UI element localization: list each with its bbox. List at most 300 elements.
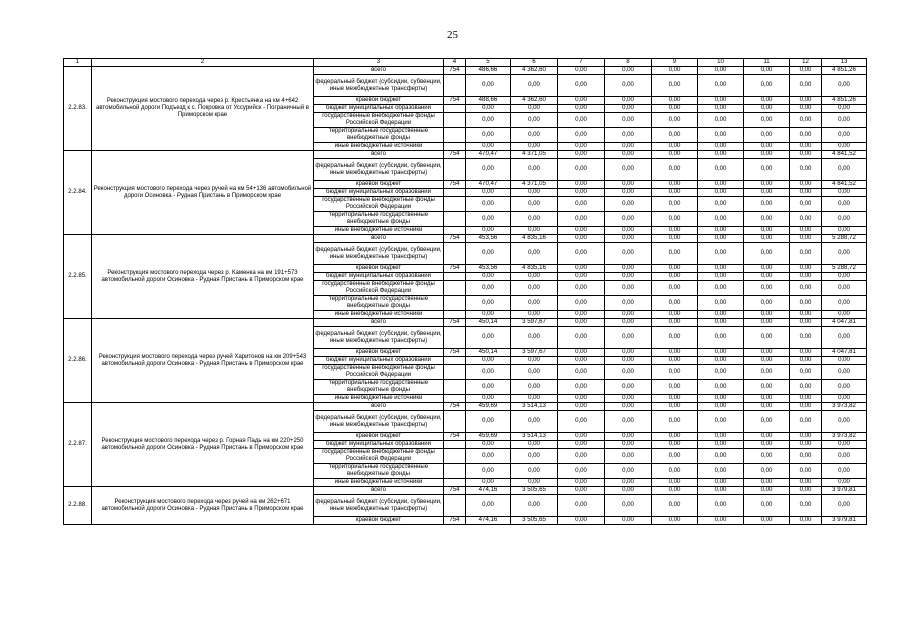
amount-cell: 0,00	[698, 212, 744, 227]
amount-cell: 0,00	[652, 296, 698, 311]
amount-cell: 0,00	[511, 159, 558, 181]
amount-cell: 459,69	[466, 403, 511, 411]
amount-cell: 0,00	[790, 281, 822, 296]
amount-cell: 3 505,65	[511, 517, 558, 525]
amount-cell: 0,00	[822, 243, 867, 265]
column-header-10: 10	[698, 59, 744, 67]
amount-cell: 0,00	[511, 311, 558, 319]
amount-cell: 0,00	[558, 433, 605, 441]
amount-cell: 0,00	[698, 143, 744, 151]
amount-cell: 3 979,81	[822, 487, 867, 495]
grbs-code	[444, 411, 466, 433]
amount-cell: 0,00	[605, 143, 652, 151]
amount-cell: 0,00	[652, 487, 698, 495]
amount-cell: 0,00	[558, 265, 605, 273]
amount-cell: 0,00	[744, 449, 790, 464]
amount-cell: 0,00	[822, 113, 867, 128]
amount-cell: 0,00	[605, 212, 652, 227]
amount-cell: 0,00	[511, 281, 558, 296]
amount-cell: 0,00	[466, 189, 511, 197]
funding-source: федеральный бюджет (субсидии, субвенции, иные межбюджетные трансферты)	[314, 159, 444, 181]
amount-cell: 0,00	[605, 67, 652, 75]
amount-cell: 3 514,13	[511, 433, 558, 441]
grbs-code	[444, 441, 466, 449]
amount-cell: 0,00	[558, 273, 605, 281]
amount-cell: 0,00	[652, 357, 698, 365]
amount-cell: 0,00	[744, 105, 790, 113]
grbs-code: 754	[444, 235, 466, 243]
amount-cell: 0,00	[558, 197, 605, 212]
amount-cell: 0,00	[744, 212, 790, 227]
grbs-code	[444, 212, 466, 227]
amount-cell: 0,00	[744, 495, 790, 517]
amount-cell: 0,00	[652, 517, 698, 525]
grbs-code	[444, 395, 466, 403]
amount-cell: 0,00	[558, 517, 605, 525]
amount-cell: 0,00	[652, 113, 698, 128]
amount-cell: 0,00	[744, 487, 790, 495]
funding-source: краевой бюджет	[314, 181, 444, 189]
amount-cell: 0,00	[466, 105, 511, 113]
amount-cell: 0,00	[511, 479, 558, 487]
amount-cell: 0,00	[466, 197, 511, 212]
amount-cell: 0,00	[790, 441, 822, 449]
table-row	[64, 319, 867, 327]
funding-source: краевой бюджет	[314, 517, 444, 525]
column-header-3: 3	[314, 59, 444, 67]
amount-cell: 470,47	[466, 181, 511, 189]
amount-cell: 0,00	[698, 380, 744, 395]
amount-cell: 0,00	[652, 273, 698, 281]
amount-cell: 0,00	[744, 349, 790, 357]
amount-cell: 0,00	[744, 67, 790, 75]
amount-cell: 0,00	[698, 105, 744, 113]
amount-cell: 0,00	[558, 105, 605, 113]
amount-cell: 0,00	[744, 403, 790, 411]
amount-cell: 0,00	[605, 411, 652, 433]
grbs-code: 754	[444, 403, 466, 411]
amount-cell: 0,00	[652, 105, 698, 113]
amount-cell: 0,00	[744, 97, 790, 105]
item-title: Реконструкция мостового перехода через р. Каменка на км 191+573 автомобильной дороги Осиновка - Рудная Пристань в Приморском крае	[92, 235, 314, 319]
funding-source: бюджет муниципальных образований	[314, 441, 444, 449]
amount-cell: 0,00	[605, 517, 652, 525]
grbs-code	[444, 113, 466, 128]
funding-source: краевой бюджет	[314, 265, 444, 273]
amount-cell: 0,00	[605, 97, 652, 105]
amount-cell: 0,00	[511, 113, 558, 128]
amount-cell: 0,00	[605, 296, 652, 311]
amount-cell: 0,00	[744, 235, 790, 243]
amount-cell: 0,00	[652, 441, 698, 449]
amount-cell: 0,00	[558, 487, 605, 495]
funding-source: иные внебюджетные источники	[314, 227, 444, 235]
amount-cell: 0,00	[466, 441, 511, 449]
amount-cell: 0,00	[698, 189, 744, 197]
amount-cell: 0,00	[744, 296, 790, 311]
amount-cell: 0,00	[822, 75, 867, 97]
amount-cell: 0,00	[466, 357, 511, 365]
amount-cell: 0,00	[511, 365, 558, 380]
amount-cell: 0,00	[698, 517, 744, 525]
amount-cell: 0,00	[511, 395, 558, 403]
amount-cell: 0,00	[558, 143, 605, 151]
amount-cell: 0,00	[744, 128, 790, 143]
funding-source: федеральный бюджет (субсидии, субвенции, иные межбюджетные трансферты)	[314, 495, 444, 517]
amount-cell: 0,00	[466, 395, 511, 403]
amount-cell: 4 362,60	[511, 97, 558, 105]
funding-source: краевой бюджет	[314, 97, 444, 105]
amount-cell: 4 371,05	[511, 181, 558, 189]
amount-cell: 0,00	[744, 159, 790, 181]
amount-cell: 0,00	[466, 143, 511, 151]
amount-cell: 0,00	[790, 319, 822, 327]
amount-cell: 0,00	[558, 281, 605, 296]
amount-cell: 0,00	[822, 365, 867, 380]
amount-cell: 0,00	[558, 227, 605, 235]
amount-cell: 0,00	[822, 281, 867, 296]
amount-cell: 488,66	[466, 97, 511, 105]
amount-cell: 0,00	[790, 495, 822, 517]
amount-cell: 0,00	[698, 365, 744, 380]
amount-cell: 0,00	[698, 411, 744, 433]
amount-cell: 0,00	[466, 411, 511, 433]
amount-cell: 3 514,13	[511, 403, 558, 411]
amount-cell: 0,00	[652, 464, 698, 479]
amount-cell: 0,00	[698, 349, 744, 357]
amount-cell: 0,00	[698, 433, 744, 441]
amount-cell: 0,00	[605, 265, 652, 273]
amount-cell: 0,00	[605, 495, 652, 517]
funding-source: федеральный бюджет (субсидии, субвенции, иные межбюджетные трансферты)	[314, 327, 444, 349]
funding-source: иные внебюджетные источники	[314, 143, 444, 151]
amount-cell: 0,00	[511, 243, 558, 265]
amount-cell: 0,00	[744, 151, 790, 159]
grbs-code: 754	[444, 319, 466, 327]
amount-cell: 0,00	[558, 380, 605, 395]
funding-source: государственные внебюджетные фонды Российской Федерации	[314, 449, 444, 464]
amount-cell: 0,00	[605, 357, 652, 365]
amount-cell: 0,00	[790, 189, 822, 197]
amount-cell: 0,00	[652, 433, 698, 441]
grbs-code: 754	[444, 97, 466, 105]
amount-cell: 4 835,16	[511, 235, 558, 243]
funding-source: территориальные государственные внебюджетные фонды	[314, 212, 444, 227]
amount-cell: 0,00	[790, 143, 822, 151]
amount-cell: 0,00	[744, 441, 790, 449]
amount-cell: 0,00	[790, 449, 822, 464]
amount-cell: 0,00	[652, 265, 698, 273]
amount-cell: 0,00	[605, 464, 652, 479]
amount-cell: 4 362,60	[511, 67, 558, 75]
amount-cell: 0,00	[652, 243, 698, 265]
amount-cell: 0,00	[558, 311, 605, 319]
amount-cell: 0,00	[558, 67, 605, 75]
amount-cell: 4 047,81	[822, 349, 867, 357]
item-title: Реконструкция мостового перехода через ручей Харитонов на км 209+543 автомобильной дороги Осиновка - Рудная Пристань в Приморском крае	[92, 319, 314, 403]
grbs-code: 754	[444, 349, 466, 357]
amount-cell: 474,16	[466, 517, 511, 525]
amount-cell: 0,00	[790, 243, 822, 265]
amount-cell: 0,00	[605, 189, 652, 197]
amount-cell: 0,00	[652, 197, 698, 212]
amount-cell: 0,00	[744, 395, 790, 403]
amount-cell: 0,00	[822, 105, 867, 113]
amount-cell: 0,00	[558, 181, 605, 189]
amount-cell: 4 835,16	[511, 265, 558, 273]
grbs-code	[444, 281, 466, 296]
amount-cell: 4 841,52	[822, 181, 867, 189]
funding-source: государственные внебюджетные фонды Российской Федерации	[314, 197, 444, 212]
amount-cell: 0,00	[698, 235, 744, 243]
grbs-code	[444, 143, 466, 151]
amount-cell: 0,00	[558, 411, 605, 433]
amount-cell: 0,00	[790, 464, 822, 479]
amount-cell: 0,00	[698, 479, 744, 487]
amount-cell: 0,00	[790, 403, 822, 411]
amount-cell: 450,14	[466, 349, 511, 357]
amount-cell: 0,00	[558, 395, 605, 403]
amount-cell: 0,00	[744, 380, 790, 395]
amount-cell: 0,00	[652, 319, 698, 327]
amount-cell: 0,00	[466, 327, 511, 349]
amount-cell: 0,00	[822, 380, 867, 395]
amount-cell: 0,00	[822, 189, 867, 197]
amount-cell: 0,00	[466, 113, 511, 128]
funding-source: краевой бюджет	[314, 433, 444, 441]
amount-cell: 0,00	[605, 227, 652, 235]
amount-cell: 0,00	[744, 265, 790, 273]
amount-cell: 3 597,67	[511, 319, 558, 327]
amount-cell: 0,00	[744, 75, 790, 97]
amount-cell: 3 597,67	[511, 349, 558, 357]
amount-cell: 0,00	[790, 67, 822, 75]
amount-cell: 0,00	[652, 411, 698, 433]
table-row	[64, 235, 867, 243]
amount-cell: 0,00	[511, 296, 558, 311]
amount-cell: 0,00	[790, 265, 822, 273]
grbs-code	[444, 105, 466, 113]
grbs-code: 754	[444, 181, 466, 189]
amount-cell: 0,00	[605, 403, 652, 411]
amount-cell: 0,00	[466, 380, 511, 395]
amount-cell: 0,00	[466, 449, 511, 464]
funding-source: бюджет муниципальных образований	[314, 189, 444, 197]
amount-cell: 0,00	[558, 441, 605, 449]
funding-source: всего	[314, 151, 444, 159]
item-code: 2.2.85.	[64, 235, 92, 319]
amount-cell: 0,00	[744, 113, 790, 128]
amount-cell: 0,00	[652, 395, 698, 403]
column-header-7: 7	[558, 59, 605, 67]
amount-cell: 0,00	[558, 243, 605, 265]
amount-cell: 0,00	[698, 319, 744, 327]
amount-cell: 0,00	[605, 449, 652, 464]
amount-cell: 0,00	[822, 296, 867, 311]
amount-cell: 0,00	[822, 395, 867, 403]
amount-cell: 0,00	[605, 197, 652, 212]
table-header	[64, 59, 867, 67]
funding-source: государственные внебюджетные фонды Российской Федерации	[314, 365, 444, 380]
amount-cell: 0,00	[558, 75, 605, 97]
amount-cell: 0,00	[605, 327, 652, 349]
amount-cell: 0,00	[698, 265, 744, 273]
page-number: 25	[447, 29, 458, 41]
funding-source: бюджет муниципальных образований	[314, 105, 444, 113]
column-header-8: 8	[605, 59, 652, 67]
amount-cell: 0,00	[698, 75, 744, 97]
amount-cell: 0,00	[790, 349, 822, 357]
amount-cell: 0,00	[744, 479, 790, 487]
amount-cell: 0,00	[605, 151, 652, 159]
amount-cell: 0,00	[790, 212, 822, 227]
amount-cell: 0,00	[511, 357, 558, 365]
amount-cell: 0,00	[698, 311, 744, 319]
amount-cell: 0,00	[605, 395, 652, 403]
amount-cell: 0,00	[558, 296, 605, 311]
amount-cell: 453,56	[466, 235, 511, 243]
amount-cell: 0,00	[466, 311, 511, 319]
amount-cell: 4 047,81	[822, 319, 867, 327]
amount-cell: 0,00	[790, 411, 822, 433]
amount-cell: 0,00	[605, 365, 652, 380]
amount-cell: 0,00	[558, 113, 605, 128]
amount-cell: 0,00	[652, 380, 698, 395]
amount-cell: 0,00	[466, 281, 511, 296]
amount-cell: 0,00	[652, 143, 698, 151]
item-title: Реконструкция мостового перехода через ручей на км 262+671 автомобильной дороги Осиновка - Рудная Пристань в Приморском крае	[92, 487, 314, 525]
table-row	[64, 151, 867, 159]
amount-cell: 0,00	[822, 143, 867, 151]
amount-cell: 0,00	[558, 235, 605, 243]
amount-cell: 4 841,52	[822, 151, 867, 159]
amount-cell: 0,00	[790, 395, 822, 403]
grbs-code	[444, 128, 466, 143]
amount-cell: 0,00	[698, 495, 744, 517]
amount-cell: 0,00	[511, 327, 558, 349]
amount-cell: 0,00	[511, 105, 558, 113]
grbs-code: 754	[444, 517, 466, 525]
amount-cell: 0,00	[466, 296, 511, 311]
amount-cell: 0,00	[822, 197, 867, 212]
amount-cell: 0,00	[744, 464, 790, 479]
grbs-code	[444, 464, 466, 479]
amount-cell: 0,00	[652, 495, 698, 517]
amount-cell: 0,00	[605, 433, 652, 441]
amount-cell: 0,00	[652, 449, 698, 464]
amount-cell: 0,00	[466, 75, 511, 97]
amount-cell: 0,00	[790, 327, 822, 349]
amount-cell: 0,00	[511, 75, 558, 97]
amount-cell: 0,00	[558, 495, 605, 517]
funding-source: всего	[314, 67, 444, 75]
item-title: Реконструкция мостового перехода через ручей на км 54+136 автомобильной дороги Осиновка - Рудная Пристань в Приморском крае	[92, 151, 314, 235]
amount-cell: 0,00	[698, 464, 744, 479]
amount-cell: 0,00	[744, 243, 790, 265]
table-body	[64, 67, 867, 525]
amount-cell: 0,00	[605, 311, 652, 319]
funding-source: всего	[314, 487, 444, 495]
amount-cell: 0,00	[822, 128, 867, 143]
amount-cell: 0,00	[744, 311, 790, 319]
amount-cell: 0,00	[744, 433, 790, 441]
amount-cell: 0,00	[605, 243, 652, 265]
budget-table	[63, 58, 867, 525]
amount-cell: 0,00	[790, 151, 822, 159]
amount-cell: 0,00	[652, 479, 698, 487]
amount-cell: 0,00	[558, 464, 605, 479]
table-row	[64, 487, 867, 495]
amount-cell: 0,00	[558, 479, 605, 487]
amount-cell: 0,00	[698, 327, 744, 349]
funding-source: территориальные государственные внебюджетные фонды	[314, 296, 444, 311]
amount-cell: 0,00	[605, 349, 652, 357]
amount-cell: 0,00	[511, 212, 558, 227]
amount-cell: 0,00	[822, 479, 867, 487]
amount-cell: 0,00	[698, 227, 744, 235]
table-row	[64, 403, 867, 411]
amount-cell: 470,47	[466, 151, 511, 159]
amount-cell: 0,00	[652, 159, 698, 181]
grbs-code: 754	[444, 433, 466, 441]
amount-cell: 0,00	[698, 441, 744, 449]
amount-cell: 4 851,26	[822, 97, 867, 105]
amount-cell: 0,00	[605, 181, 652, 189]
amount-cell: 0,00	[698, 151, 744, 159]
amount-cell: 0,00	[790, 479, 822, 487]
amount-cell: 0,00	[822, 159, 867, 181]
amount-cell: 0,00	[511, 411, 558, 433]
funding-source: иные внебюджетные источники	[314, 395, 444, 403]
amount-cell: 0,00	[652, 67, 698, 75]
amount-cell: 0,00	[744, 517, 790, 525]
funding-source: территориальные государственные внебюджетные фонды	[314, 380, 444, 395]
amount-cell: 0,00	[466, 273, 511, 281]
amount-cell: 0,00	[790, 365, 822, 380]
amount-cell: 0,00	[698, 357, 744, 365]
amount-cell: 0,00	[605, 128, 652, 143]
amount-cell: 450,14	[466, 319, 511, 327]
amount-cell: 0,00	[822, 441, 867, 449]
amount-cell: 0,00	[605, 105, 652, 113]
grbs-code	[444, 197, 466, 212]
amount-cell: 0,00	[790, 159, 822, 181]
amount-cell: 0,00	[652, 75, 698, 97]
grbs-code	[444, 189, 466, 197]
grbs-code	[444, 479, 466, 487]
grbs-code: 754	[444, 265, 466, 273]
amount-cell: 0,00	[822, 464, 867, 479]
amount-cell: 0,00	[558, 349, 605, 357]
amount-cell: 0,00	[698, 487, 744, 495]
amount-cell: 3 979,81	[822, 517, 867, 525]
amount-cell: 474,16	[466, 487, 511, 495]
amount-cell: 0,00	[511, 449, 558, 464]
amount-cell: 0,00	[652, 281, 698, 296]
grbs-code	[444, 159, 466, 181]
grbs-code	[444, 243, 466, 265]
amount-cell: 0,00	[744, 357, 790, 365]
amount-cell: 0,00	[698, 449, 744, 464]
funding-source: территориальные государственные внебюджетные фонды	[314, 464, 444, 479]
amount-cell: 0,00	[652, 212, 698, 227]
amount-cell: 0,00	[652, 235, 698, 243]
amount-cell: 0,00	[790, 197, 822, 212]
amount-cell: 0,00	[744, 273, 790, 281]
amount-cell: 0,00	[605, 487, 652, 495]
funding-source: государственные внебюджетные фонды Российской Федерации	[314, 281, 444, 296]
column-number-row	[64, 59, 867, 67]
